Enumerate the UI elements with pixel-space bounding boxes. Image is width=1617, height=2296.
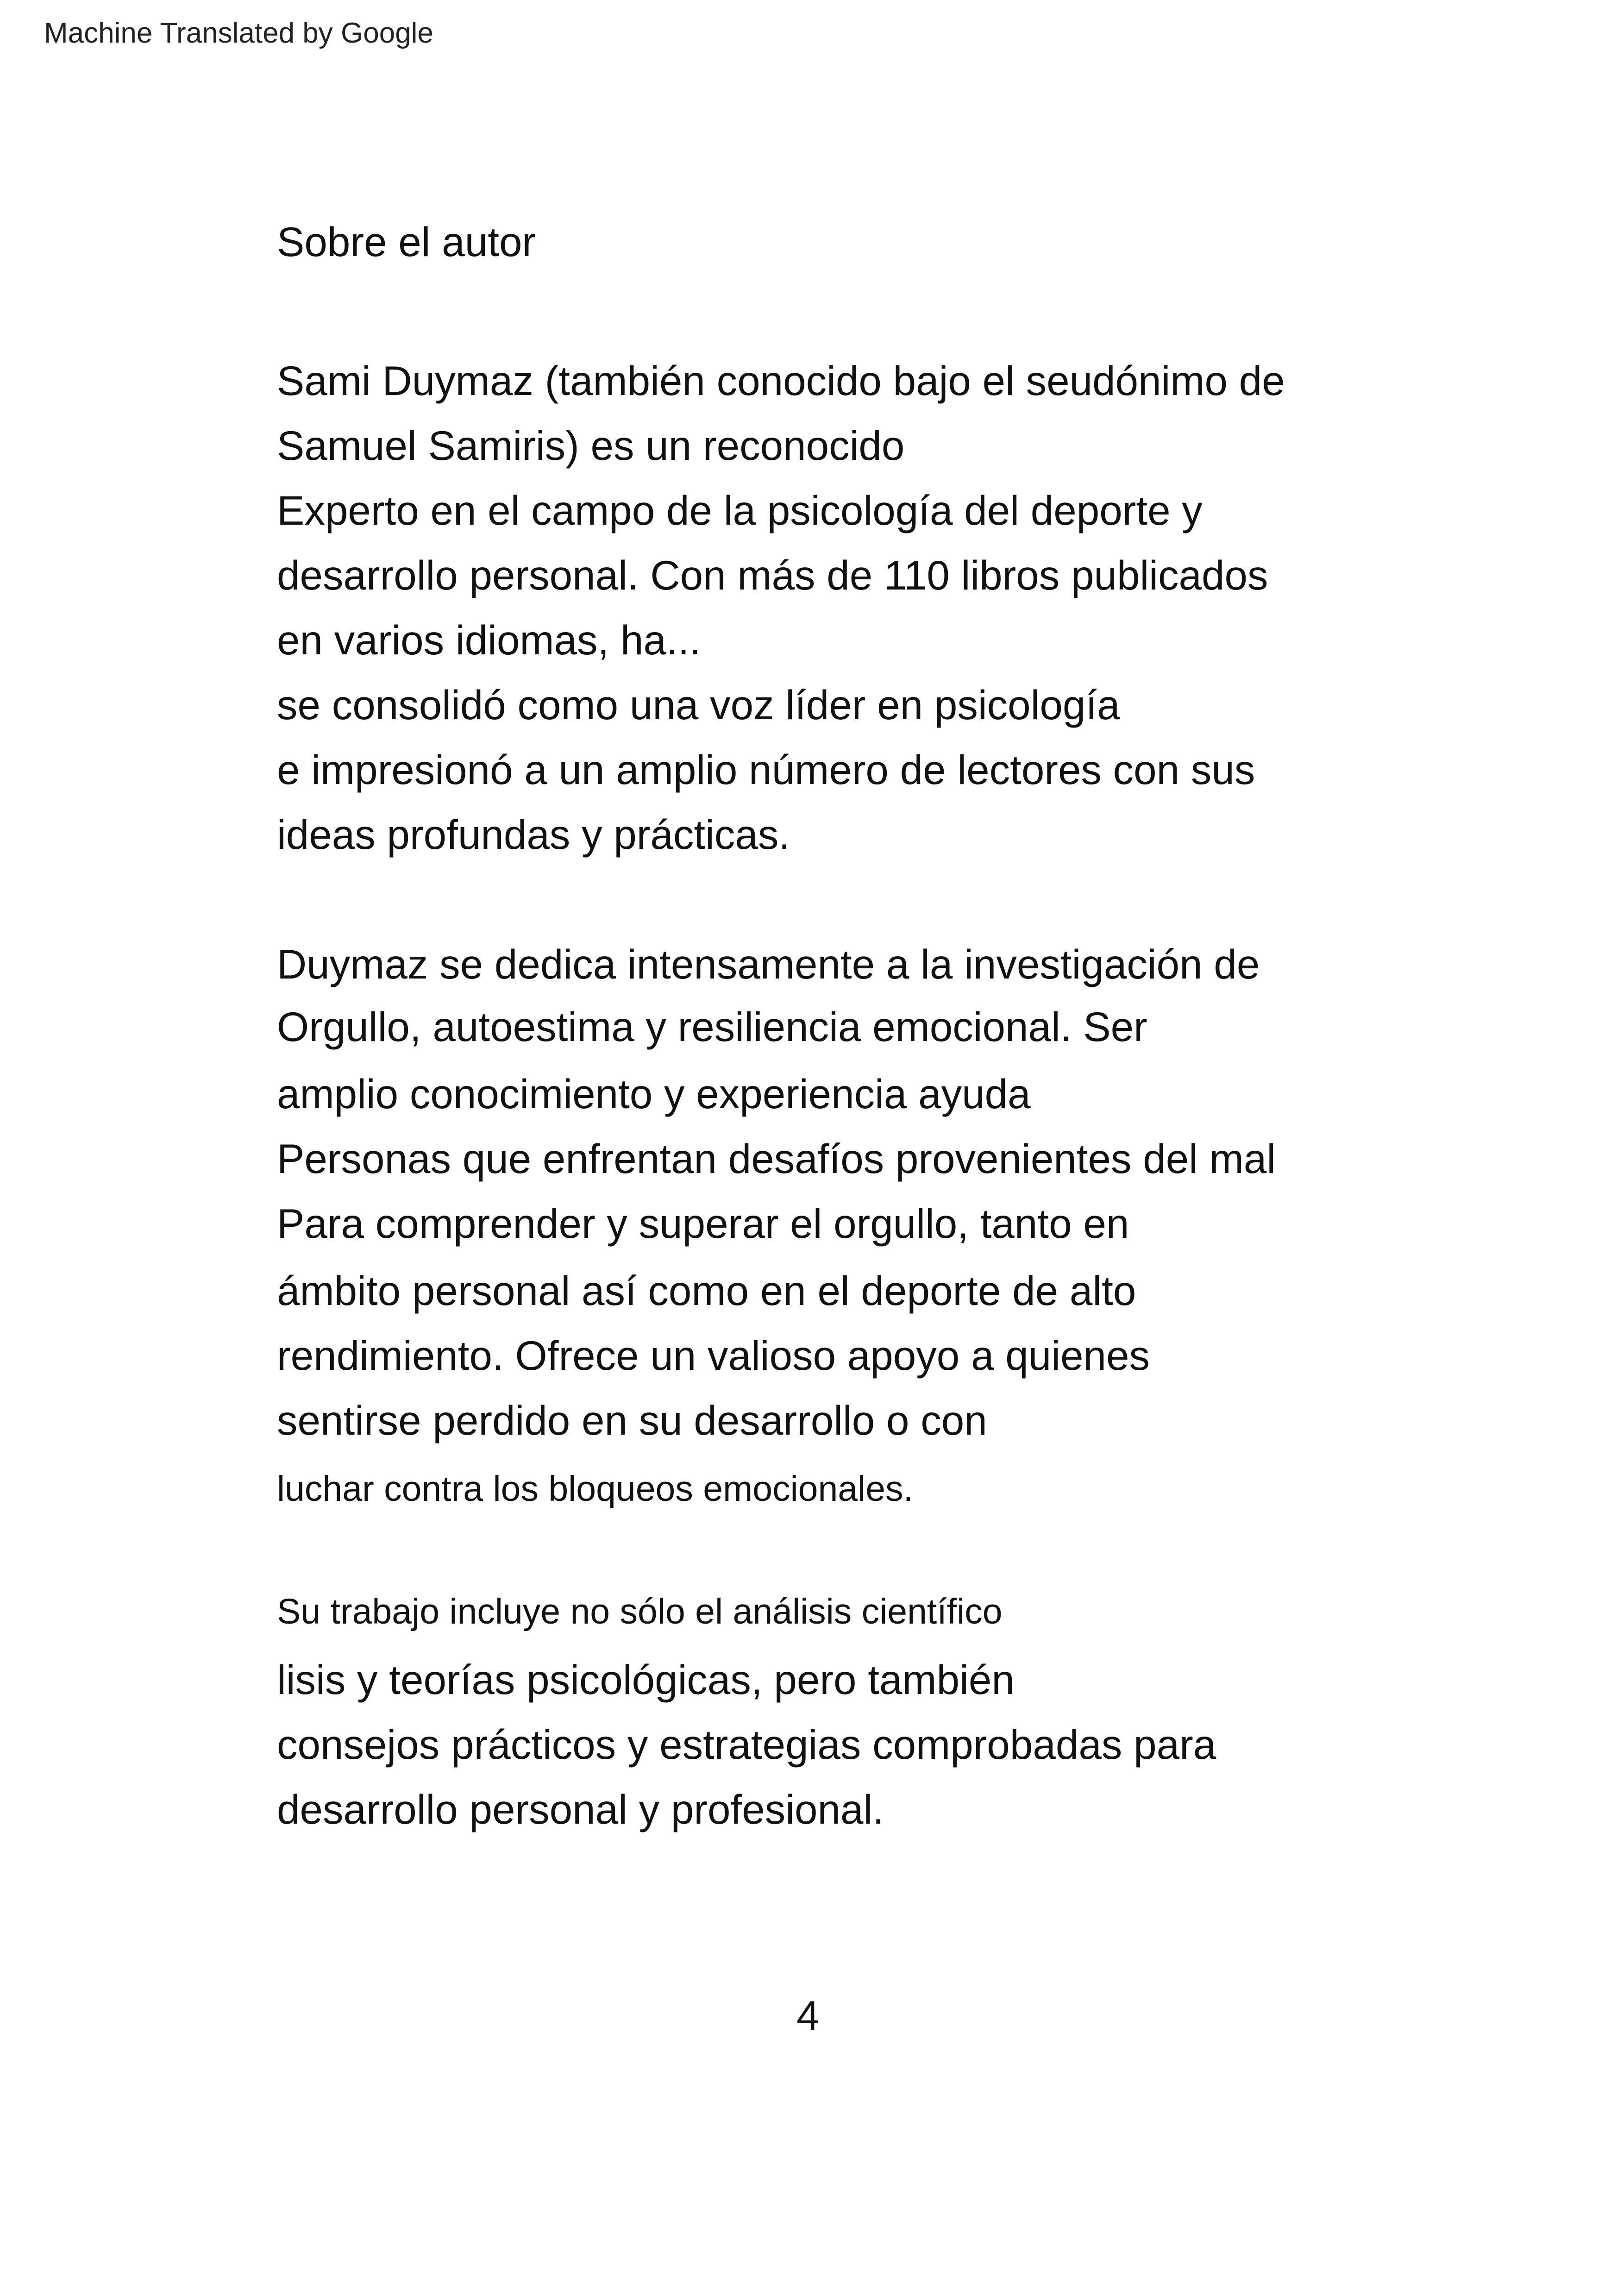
paragraph-1-line-5: en varios idiomas, ha... [277,617,701,663]
paragraph-2-line-4: Personas que enfrentan desafíos provenientes del mal [277,1135,1276,1182]
paragraph-1-line-1: Sami Duymaz (también conocido bajo el seudónimo de [277,358,1285,404]
paragraph-2-line-5: Para comprender y superar el orgullo, tanto en [277,1200,1129,1247]
paragraph-2-line-8: sentirse perdido en su desarrollo o con [277,1397,987,1443]
paragraph-2-line-6: ámbito personal así como en el deporte de alto [277,1267,1136,1314]
page-title: Sobre el autor [277,219,536,265]
paragraph-2-line-3: amplio conocimiento y experiencia ayuda [277,1071,1031,1117]
paragraph-1-line-2: Samuel Samiris) es un reconocido [277,422,905,469]
paragraph-1-line-7: e impresionó a un amplio número de lectores con sus [277,747,1255,793]
machine-translation-banner: Machine Translated by Google [44,17,433,49]
paragraph-2-line-1: Duymaz se dedica intensamente a la investigación de [277,941,1260,987]
paragraph-3-line-4: desarrollo personal y profesional. [277,1786,884,1832]
paragraph-1-line-8: ideas profundas y prácticas. [277,811,790,858]
paragraph-2-line-2: Orgullo, autoestima y resiliencia emocional. Ser [277,1004,1147,1050]
paragraph-1-line-6: se consolidó como una voz líder en psicología [277,682,1120,728]
paragraph-1-line-3: Experto en el campo de la psicología del deporte y [277,487,1203,533]
paragraph-1-line-4: desarrollo personal. Con más de 110 libros publicados [277,552,1268,598]
paragraph-3-line-2: lisis y teorías psicológicas, pero también [277,1656,1015,1703]
page-number: 4 [796,1992,820,2039]
paragraph-3-line-1: Su trabajo incluye no sólo el análisis científico [277,1592,1003,1631]
paragraph-3-line-3: consejos prácticos y estrategias comprobadas para [277,1721,1216,1768]
paragraph-2-line-9: luchar contra los bloqueos emocionales. [277,1469,913,1509]
paragraph-2-line-7: rendimiento. Ofrece un valioso apoyo a quienes [277,1332,1150,1379]
